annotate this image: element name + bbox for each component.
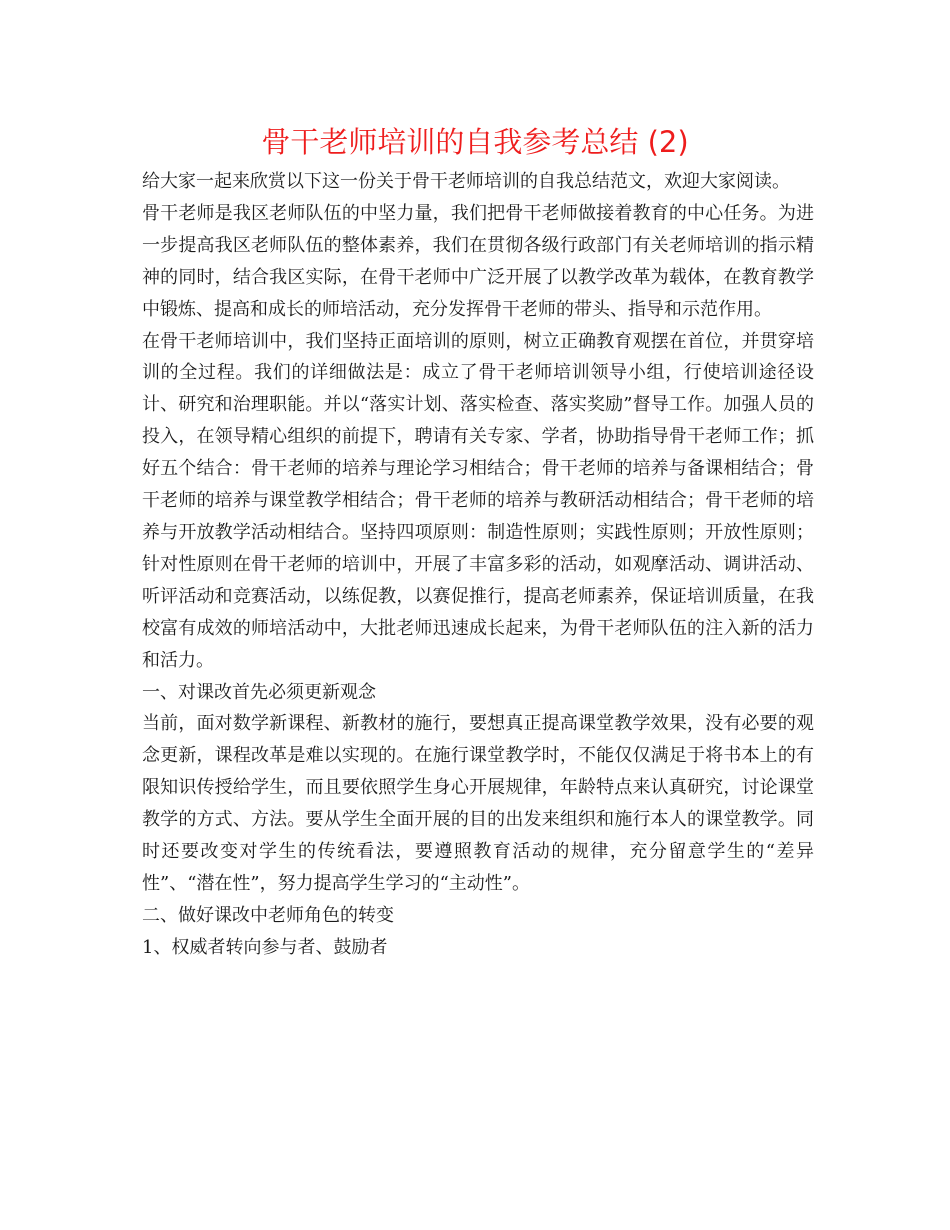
paragraph-1: 骨干老师是我区老师队伍的中坚力量，我们把骨干老师做接着教育的中心任务。为进一步提高我区老师队伍的整体素养，我们在贯彻各级行政部门有关老师培训的指示精神的同时，结合我区实际，在骨干老师中广泛开展了以教学改革为载体，在教育教学中锻炼、提高和成长的师培活动，充分发挥骨干老师的带头、指导和示范作用。 bbox=[142, 202, 814, 320]
section-heading-2: 二、做好课改中老师角色的转变 bbox=[142, 904, 394, 926]
document-title: 骨干老师培训的自我参考总结 (2) bbox=[261, 125, 689, 159]
paragraph-3: 当前，面对数学新课程、新教材的施行，要想真正提高课堂教学效果，没有必要的观念更新，课程改革是难以实现的。在施行课堂教学时，不能仅仅满足于将书本上的有限知识传授给学生，而且要依照学生身心开展规律，年龄特点来认真研究，讨论课堂教学的方式、方法。要从学生全面开展的目的出发来组织和施行本人的课堂教学。同时还要改变对学生的传统看法，要遵照教育活动的规律，充分留意学生的“差异性”、“潜在性”，努力提高学生学习的“主动性”。 bbox=[142, 713, 814, 894]
document-body bbox=[142, 166, 814, 964]
paragraph-2: 在骨干老师培训中，我们坚持正面培训的原则，树立正确教育观摆在首位，并贯穿培训的全过程。我们的详细做法是：成立了骨干老师培训领导小组，行使培训途径设计、研究和治理职能。并以“落实计划、落实检查、落实奖励”督导工作。加强人员的投入，在领导精心组织的前提下，聘请有关专家、学者，协助指导骨干老师工作；抓好五个结合：骨干老师的培养与理论学习相结合；骨干老师的培养与备课相结合；骨干老师的培养与课堂教学相结合；骨干老师的培养与教研活动相结合；骨干老师的培养与开放教学活动相结合。坚持四项原则：制造性原则；实践性原则；开放性原则；针对性原则在骨干老师的培训中，开展了丰富多彩的活动，如观摩活动、调讲活动、听评活动和竞赛活动，以练促教，以赛促推行，提高老师素养，保证培训质量，在我校富有成效的师培活动中，大批老师迅速成长起来，为骨干老师队伍的注入新的活力和活力。 bbox=[142, 330, 814, 671]
section-heading-1: 一、对课改首先必须更新观念 bbox=[142, 681, 376, 703]
paragraph-intro: 给大家一起来欣赏以下这一份关于骨干老师培训的自我总结范文，欢迎大家阅读。 bbox=[142, 171, 790, 192]
subsection-heading-1: 1、权威者转向参与者、鼓励者 bbox=[142, 936, 388, 958]
